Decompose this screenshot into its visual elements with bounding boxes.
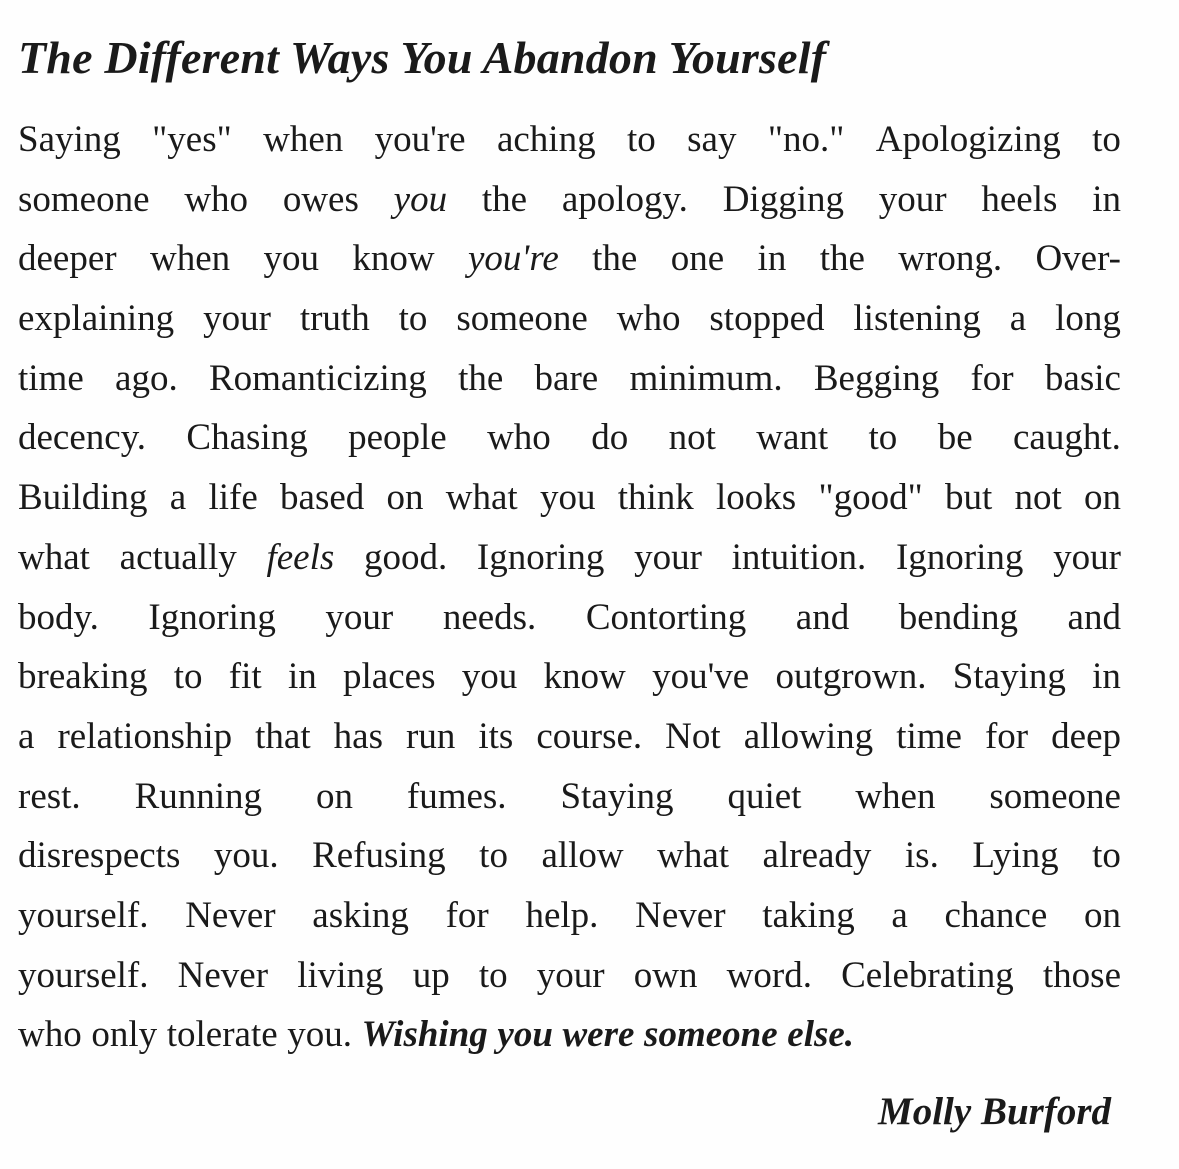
quote-word: living bbox=[297, 954, 384, 996]
quote-word: in bbox=[1092, 656, 1121, 698]
quote-line bbox=[18, 110, 1121, 170]
quote-word: you bbox=[263, 238, 319, 280]
quote-line bbox=[18, 826, 1121, 886]
quote-word: a bbox=[18, 715, 35, 757]
quote-word: the bbox=[592, 238, 638, 280]
quote-word: Ignoring bbox=[895, 536, 1024, 578]
emphasized-word: Wishing bbox=[361, 1014, 488, 1056]
quote-word: who bbox=[487, 417, 551, 459]
emphasized-word: were bbox=[562, 1014, 635, 1056]
quote-word: to bbox=[1092, 119, 1121, 160]
quote-word: Lying bbox=[972, 835, 1059, 877]
quote-word: deeper bbox=[18, 238, 117, 280]
quote-word: breaking bbox=[18, 656, 148, 698]
quote-word: and bbox=[795, 596, 850, 638]
quote-word: what bbox=[18, 536, 90, 578]
italic-word: you bbox=[393, 178, 448, 220]
quote-word: fit bbox=[228, 656, 262, 698]
quote-line bbox=[18, 528, 1121, 588]
quote-word: already bbox=[762, 835, 872, 877]
quote-word: yourself. bbox=[18, 954, 149, 996]
quote-word: Never bbox=[177, 954, 269, 996]
quote-word: someone bbox=[989, 775, 1121, 817]
quote-word: in bbox=[287, 656, 317, 698]
quote-word: you're bbox=[374, 119, 466, 160]
quote-word: not bbox=[1014, 477, 1062, 519]
quote-line bbox=[18, 647, 1121, 707]
quote-word: its bbox=[478, 715, 514, 757]
quote-word: that bbox=[255, 715, 311, 757]
quote-word: fumes. bbox=[406, 775, 507, 817]
quote-word: a bbox=[891, 894, 908, 936]
quote-word: your bbox=[878, 178, 947, 220]
quote-word: minimum. bbox=[629, 357, 783, 399]
quote-word: disrespects bbox=[18, 835, 181, 877]
quote-word: deep bbox=[1051, 715, 1121, 757]
quote-word: time bbox=[18, 357, 84, 399]
italic-word: you're bbox=[467, 238, 559, 280]
quote-word: those bbox=[1042, 954, 1121, 996]
quote-word: what bbox=[657, 835, 730, 877]
italic-word: feels bbox=[266, 536, 335, 578]
quote-line bbox=[18, 707, 1121, 767]
quote-word: run bbox=[406, 715, 456, 757]
quote-word: you. bbox=[287, 1014, 353, 1056]
quote-word: on bbox=[386, 477, 424, 519]
quote-word: up bbox=[412, 954, 450, 996]
quote-line bbox=[18, 408, 1121, 468]
quote-word: someone bbox=[456, 298, 588, 340]
quote-word: on bbox=[1084, 477, 1121, 519]
quote-word: bending bbox=[898, 596, 1018, 638]
quote-word: rest. bbox=[18, 775, 81, 817]
quote-word: own bbox=[633, 954, 698, 996]
quote-word: your bbox=[325, 596, 394, 638]
quote-line bbox=[18, 229, 1121, 289]
quote-word: actually bbox=[119, 536, 237, 578]
quote-word: Digging bbox=[722, 178, 844, 220]
quote-word: Refusing bbox=[312, 835, 446, 877]
quote-word: allow bbox=[541, 835, 624, 877]
quote-word: Staying bbox=[560, 775, 674, 817]
emphasized-word: else. bbox=[787, 1014, 855, 1056]
quote-word: Never bbox=[185, 894, 276, 936]
quote-word: the bbox=[819, 238, 865, 280]
quote-word: on bbox=[315, 775, 353, 817]
quote-word: life bbox=[208, 477, 258, 519]
quote-word: your bbox=[634, 536, 702, 578]
quote-word: yourself. bbox=[18, 894, 149, 936]
quote-word: body. bbox=[18, 596, 99, 638]
quote-word: know bbox=[543, 656, 626, 698]
quote-word: outgrown. bbox=[775, 656, 927, 698]
quote-word: "good" bbox=[818, 477, 923, 519]
quote-line bbox=[18, 946, 1121, 1006]
quote-word: Begging bbox=[813, 357, 940, 399]
quote-word: Over- bbox=[1035, 238, 1121, 280]
quote-word: owes bbox=[282, 178, 359, 220]
quote-word: you've bbox=[652, 656, 750, 698]
quote-word: Romanticizing bbox=[208, 357, 427, 399]
quote-word: want bbox=[756, 417, 829, 459]
quote-word: your bbox=[1053, 536, 1121, 578]
quote-word: tolerate bbox=[166, 1014, 278, 1056]
quote-word: course. bbox=[536, 715, 643, 757]
quote-word: who bbox=[18, 1014, 82, 1056]
quote-word: relationship bbox=[57, 715, 233, 757]
quote-word: in bbox=[757, 238, 787, 280]
quote-word: ago. bbox=[115, 357, 178, 399]
quote-word: do bbox=[591, 417, 629, 459]
quote-word: aching bbox=[496, 119, 596, 160]
quote-word: Not bbox=[665, 715, 721, 757]
quote-word: wrong. bbox=[898, 238, 1003, 280]
quote-word: someone bbox=[18, 178, 150, 220]
quote-line bbox=[18, 588, 1121, 648]
quote-word: places bbox=[343, 656, 436, 698]
quote-word: your bbox=[203, 298, 271, 340]
quote-word: for bbox=[445, 894, 489, 936]
quote-word: Never bbox=[635, 894, 726, 936]
quote-word: is. bbox=[904, 835, 939, 877]
quote-word: and bbox=[1067, 596, 1121, 638]
quote-line bbox=[18, 767, 1121, 827]
quote-word: Running bbox=[134, 775, 263, 817]
quote-word: decency. bbox=[18, 417, 147, 459]
quote-word: Staying bbox=[952, 656, 1066, 698]
quote-word: what bbox=[445, 477, 518, 519]
quote-word: on bbox=[1083, 894, 1121, 936]
quote-word: asking bbox=[312, 894, 409, 936]
quote-word: who bbox=[616, 298, 681, 340]
quote-word: time bbox=[896, 715, 962, 757]
quote-word: people bbox=[348, 417, 447, 459]
quote-line bbox=[18, 886, 1121, 946]
quote-word: to bbox=[478, 954, 508, 996]
quote-word: in bbox=[1092, 178, 1121, 220]
quote-word: apology. bbox=[561, 178, 688, 220]
quote-word: Ignoring bbox=[476, 536, 605, 578]
quote-word: has bbox=[333, 715, 383, 757]
author-signature: Molly Burford bbox=[878, 1090, 1111, 1133]
quote-word: chance bbox=[944, 894, 1048, 936]
quote-body bbox=[18, 110, 1121, 1065]
quote-word: needs. bbox=[442, 596, 537, 638]
quote-word: a bbox=[169, 477, 187, 519]
quote-word: Celebrating bbox=[841, 954, 1014, 996]
quote-word: you bbox=[461, 656, 518, 698]
quote-word: not bbox=[668, 417, 716, 459]
quote-word: only bbox=[91, 1014, 158, 1056]
quote-word: when bbox=[149, 238, 231, 280]
quote-word: long bbox=[1055, 298, 1121, 340]
quote-word: based bbox=[280, 477, 365, 519]
quote-word: good. bbox=[363, 536, 448, 578]
emphasized-word: you bbox=[497, 1014, 553, 1056]
quote-line bbox=[18, 349, 1121, 409]
quote-line bbox=[18, 289, 1121, 349]
quote-word: truth bbox=[299, 298, 370, 340]
quote-word: quiet bbox=[727, 775, 802, 817]
page-title: The Different Ways You Abandon Yourself bbox=[18, 32, 827, 83]
quote-word: you. bbox=[213, 835, 279, 877]
quote-word: the bbox=[458, 357, 504, 399]
quote-word: looks bbox=[716, 477, 797, 519]
quote-word: you bbox=[539, 477, 596, 519]
quote-line bbox=[18, 1005, 1121, 1065]
quote-word: for bbox=[970, 357, 1014, 399]
quote-word: taking bbox=[762, 894, 855, 936]
quote-word: to bbox=[479, 835, 508, 877]
quote-word: the bbox=[481, 178, 528, 220]
quote-word: listening bbox=[853, 298, 981, 340]
quote-word: one bbox=[670, 238, 725, 280]
quote-word: think bbox=[617, 477, 694, 519]
quote-word: help. bbox=[525, 894, 599, 936]
quote-word: to bbox=[173, 656, 203, 698]
quote-word: word. bbox=[726, 954, 812, 996]
quote-word: basic bbox=[1044, 357, 1121, 399]
quote-word: who bbox=[184, 178, 249, 220]
quote-line bbox=[18, 468, 1121, 528]
quote-word: for bbox=[984, 715, 1029, 757]
quote-word: a bbox=[1009, 298, 1027, 340]
quote-line bbox=[18, 170, 1121, 230]
quote-word: your bbox=[536, 954, 605, 996]
quote-word: to bbox=[626, 119, 656, 160]
quote-word: be bbox=[937, 417, 973, 459]
quote-word: heels bbox=[981, 178, 1058, 220]
quote-word: Ignoring bbox=[148, 596, 276, 638]
quote-word: caught. bbox=[1013, 417, 1121, 459]
quote-word: Building bbox=[18, 477, 148, 519]
quote-word: allowing bbox=[743, 715, 874, 757]
quote-word: "yes" bbox=[152, 119, 232, 160]
quote-word: when bbox=[263, 119, 344, 160]
quote-word: "no." bbox=[767, 119, 845, 160]
emphasized-word: someone bbox=[644, 1014, 778, 1056]
quote-word: know bbox=[352, 238, 435, 280]
quote-word: say bbox=[687, 119, 737, 160]
quote-word: to bbox=[1092, 835, 1121, 877]
quote-word: stopped bbox=[709, 298, 825, 340]
quote-word: but bbox=[944, 477, 993, 519]
quote-word: intuition. bbox=[731, 536, 867, 578]
quote-word: Apologizing bbox=[875, 119, 1061, 160]
quote-word: to bbox=[398, 298, 428, 340]
quote-word: when bbox=[855, 775, 936, 817]
quote-word: explaining bbox=[18, 298, 175, 340]
quote-word: to bbox=[868, 417, 898, 459]
quote-word: Contorting bbox=[585, 596, 747, 638]
quote-word: Saying bbox=[18, 119, 121, 160]
quote-word: Chasing bbox=[186, 417, 308, 459]
quote-word: bare bbox=[534, 357, 599, 399]
